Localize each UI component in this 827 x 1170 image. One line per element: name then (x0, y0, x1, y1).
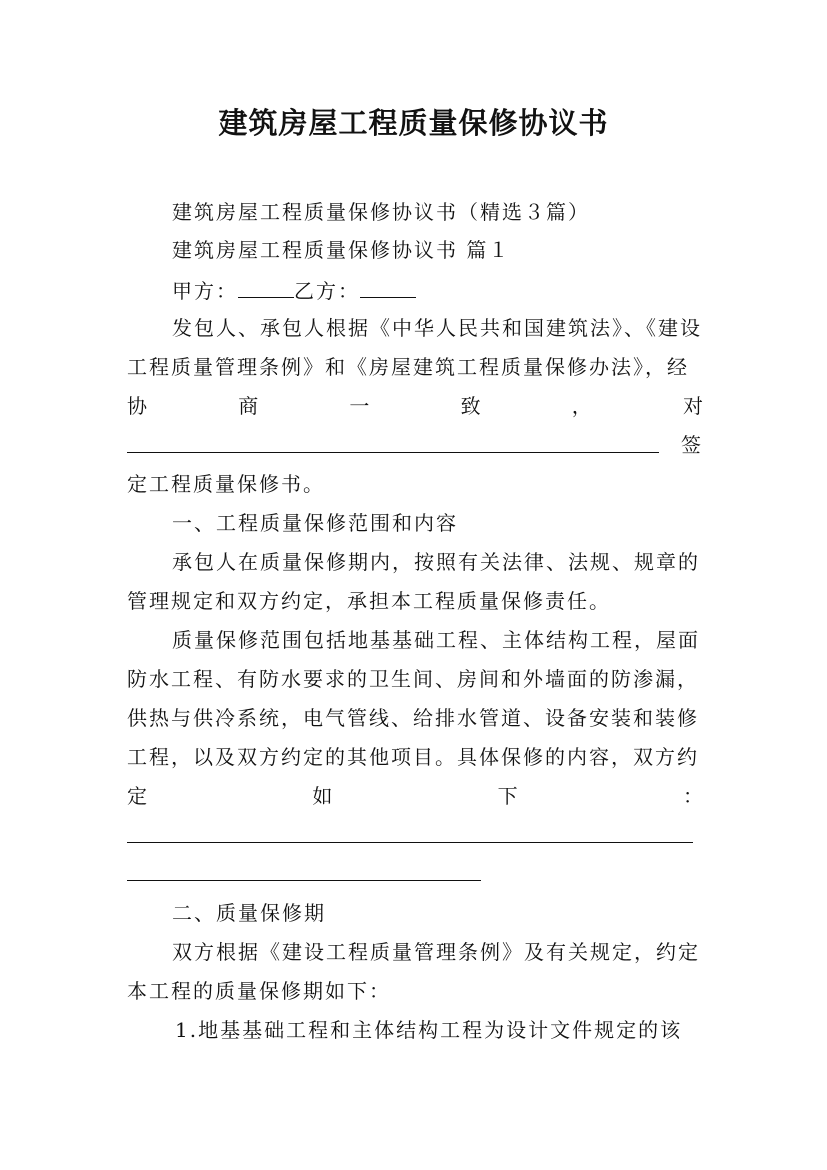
section2-p1-line1: 双方根据《建设工程质量管理条例》及有关规定，约定 (172, 940, 700, 964)
section1-p1-line2: 管理规定和双方约定，承担本工程质量保修责任。 (127, 589, 611, 613)
section1-p2-line2: 防水工程、有防水要求的卫生间、房间和外墙面的防渗漏， (127, 667, 699, 691)
content-blank-line-1 (127, 842, 693, 843)
document-title: 建筑房屋工程质量保修协议书 (218, 106, 609, 140)
content-blank-line-2 (127, 880, 481, 881)
section2-item1: 1.地基基础工程和主体结构工程为设计文件规定的该 (175, 1018, 683, 1042)
subtitle: 建筑房屋工程质量保修协议书（精选３篇） (172, 200, 590, 224)
section1-p1-line1: 承包人在质量保修期内，按照有关法律、法规、规章的 (172, 550, 700, 574)
intro-line-4: 定工程质量保修书。 (127, 472, 325, 496)
party-b-label: 乙方： (294, 279, 360, 303)
sign-char: 签 (681, 433, 703, 457)
section1-p2-line4: 工程，以及双方约定的其他项目。具体保修的内容，双方约 (127, 745, 699, 769)
intro-line-1: 发包人、承包人根据《中华人民共和国建筑法》、《建设 (172, 316, 702, 340)
spread-char: 一 (349, 394, 370, 418)
party-b-blank (360, 277, 416, 298)
section1-p2-line3: 供热与供冷系统，电气管线、给排水管道、设备安装和装修 (127, 706, 699, 730)
intro-spread-line (127, 394, 703, 418)
section1-p2-line1: 质量保修范围包括地基基础工程、主体结构工程，屋面 (172, 628, 700, 652)
party-a-blank (238, 277, 294, 298)
section1-spread-line (127, 784, 703, 808)
spread-char: ， (571, 394, 592, 418)
spread-char: 致 (460, 394, 481, 418)
spread-char: 对 (682, 394, 703, 418)
intro-fill-blank (127, 452, 659, 453)
spread-char: ： (682, 784, 703, 808)
spread-char: 下 (497, 784, 518, 808)
party-a-label: 甲方： (172, 279, 238, 303)
spread-char: 定 (127, 784, 147, 808)
section2-heading: 二、质量保修期 (172, 901, 326, 925)
spread-char: 如 (312, 784, 333, 808)
intro-line-2: 工程质量管理条例》和《房屋建筑工程质量保修办法》，经 (127, 355, 689, 379)
parties-line (172, 277, 703, 303)
spread-char: 协 (127, 394, 147, 418)
spread-char: 商 (238, 394, 259, 418)
section1-heading: 一、工程质量保修范围和内容 (172, 511, 458, 535)
part-heading: 建筑房屋工程质量保修协议书 篇１ (172, 238, 511, 262)
section2-p1-line2: 本工程的质量保修期如下： (127, 979, 391, 1003)
